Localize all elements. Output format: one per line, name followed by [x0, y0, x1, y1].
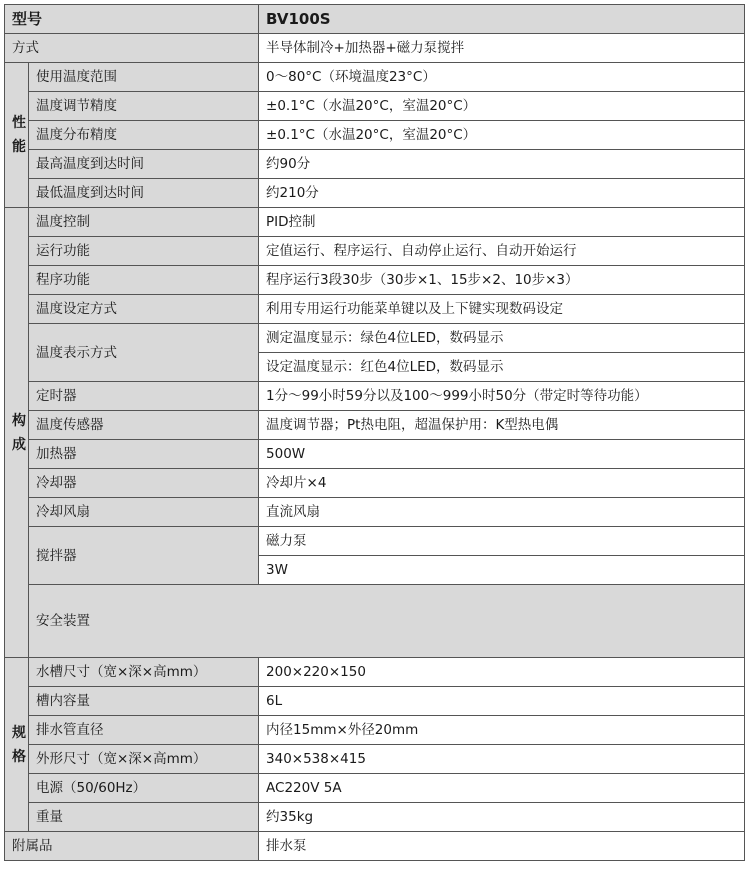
spec-value: 6L — [259, 687, 745, 716]
spec-value: 约210分 — [259, 179, 745, 208]
spec-label: 电源（50/60Hz） — [29, 774, 259, 803]
table-row — [5, 716, 745, 745]
spec-label: 温度分布精度 — [29, 121, 259, 150]
spec-label: 运行功能 — [29, 237, 259, 266]
model-name: BV100S — [259, 5, 745, 34]
spec-value: 内径15mm×外径20mm — [259, 716, 745, 745]
table-row — [5, 150, 745, 179]
spec-value: 磁力泵 — [259, 527, 745, 556]
spec-value: 冷却片×4 — [259, 469, 745, 498]
spec-value: PID控制 — [259, 208, 745, 237]
spec-value: ±0.1°C（水温20°C，室温20°C） — [259, 92, 745, 121]
table-row — [5, 658, 745, 687]
spec-value: AC220V 5A — [259, 774, 745, 803]
safety-row — [5, 585, 745, 658]
spec-value: 定值运行、程序运行、自动停止运行、自动开始运行 — [259, 237, 745, 266]
group-label-structure: 构 成 — [5, 208, 29, 658]
spec-label: 温度调节精度 — [29, 92, 259, 121]
table-row — [5, 411, 745, 440]
method-row — [5, 34, 745, 63]
header-label: 型号 — [5, 5, 259, 34]
method-value: 半导体制冷+加热器+磁力泵搅拌 — [259, 34, 745, 63]
table-row — [5, 237, 745, 266]
safety-label: 安全装置 — [29, 585, 745, 658]
group-label-specs: 规 格 — [5, 658, 29, 832]
table-row — [5, 687, 745, 716]
spec-label: 冷却风扇 — [29, 498, 259, 527]
spec-value: 1分～99小时59分以及100～999小时50分（带定时等待功能） — [259, 382, 745, 411]
spec-value: 500W — [259, 440, 745, 469]
spec-label: 温度传感器 — [29, 411, 259, 440]
method-label: 方式 — [5, 34, 259, 63]
table-row — [5, 745, 745, 774]
table-row — [5, 295, 745, 324]
spec-value: 测定温度显示：绿色4位LED，数码显示 — [259, 324, 745, 353]
spec-label: 温度控制 — [29, 208, 259, 237]
table-row — [5, 469, 745, 498]
spec-label: 外形尺寸（宽×深×高mm） — [29, 745, 259, 774]
spec-label: 加热器 — [29, 440, 259, 469]
spec-label: 水槽尺寸（宽×深×高mm） — [29, 658, 259, 687]
table-row — [5, 324, 745, 353]
table-row — [5, 266, 745, 295]
spec-value: 200×220×150 — [259, 658, 745, 687]
group-label-performance: 性 能 — [5, 63, 29, 208]
spec-value: 温度调节器；Pt热电阻，超温保护用：K型热电偶 — [259, 411, 745, 440]
table-row — [5, 498, 745, 527]
table-row — [5, 121, 745, 150]
spec-value: 0～80°C（环境温度23°C） — [259, 63, 745, 92]
spec-label: 温度设定方式 — [29, 295, 259, 324]
spec-value: ±0.1°C（水温20°C，室温20°C） — [259, 121, 745, 150]
spec-label: 最低温度到达时间 — [29, 179, 259, 208]
spec-value: 程序运行3段30步（30步×1、15步×2、10步×3） — [259, 266, 745, 295]
spec-label: 搅拌器 — [29, 527, 259, 585]
accessories-label: 附属品 — [5, 832, 259, 861]
accessories-row — [5, 832, 745, 861]
table-row — [5, 382, 745, 411]
table-row — [5, 179, 745, 208]
spec-label: 排水管直径 — [29, 716, 259, 745]
spec-label: 使用温度范围 — [29, 63, 259, 92]
accessories-value: 排水泵 — [259, 832, 745, 861]
table-row — [5, 803, 745, 832]
table-row — [5, 440, 745, 469]
spec-value: 设定温度显示：红色4位LED，数码显示 — [259, 353, 745, 382]
table-row — [5, 208, 745, 237]
spec-value: 利用专用运行功能菜单键以及上下键实现数码设定 — [259, 295, 745, 324]
table-row — [5, 774, 745, 803]
spec-label: 温度表示方式 — [29, 324, 259, 382]
table-row — [5, 527, 745, 556]
spec-label: 槽内容量 — [29, 687, 259, 716]
spec-value: 340×538×415 — [259, 745, 745, 774]
spec-label: 定时器 — [29, 382, 259, 411]
spec-value: 约90分 — [259, 150, 745, 179]
table-row — [5, 92, 745, 121]
table-row — [5, 63, 745, 92]
spec-label: 冷却器 — [29, 469, 259, 498]
spec-label: 程序功能 — [29, 266, 259, 295]
spec-value: 直流风扇 — [259, 498, 745, 527]
spec-label: 重量 — [29, 803, 259, 832]
spec-value: 约35kg — [259, 803, 745, 832]
spec-label: 最高温度到达时间 — [29, 150, 259, 179]
spec-value: 3W — [259, 556, 745, 585]
header-row — [5, 5, 745, 34]
spec-table — [4, 4, 745, 861]
